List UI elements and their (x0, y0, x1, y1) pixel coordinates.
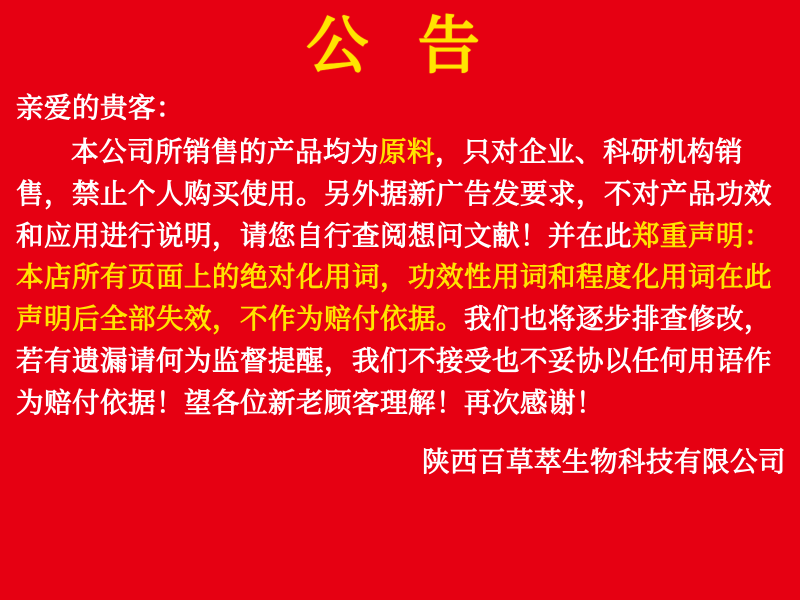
salutation: 亲爱的贵客： (16, 92, 184, 125)
page-title: 公 告 (306, 9, 494, 82)
paragraph-segment-3: 我们也将逐步排查修改，若有遗漏请何为监督提醒，我们不接受也不妥协以任何用语作为赔付依据！望各位新老顾客理解！再次感谢！ (16, 303, 772, 419)
company-signature: 陕西百草萃生物科技有限公司 (422, 445, 786, 478)
paragraph-segment-1: 本公司所销售的产品均为 (71, 135, 379, 168)
announcement-paragraph (16, 132, 782, 425)
announcement-body (0, 80, 800, 424)
highlight-raw-material: 原料 (379, 135, 435, 168)
paragraph-segment-2: ，只对企业、科研机构销售，禁止个人购买使用。另外据新广告发要求，不对产品功效和应用进行说明，请您自行查阅想问文献！并在此 (16, 135, 772, 252)
highlight-solemn-statement: 郑重声明：本店所有页面上的绝对化用词，功效性用词和程度化用词在此声明后全部失效，不作为赔付依据。 (16, 219, 772, 336)
